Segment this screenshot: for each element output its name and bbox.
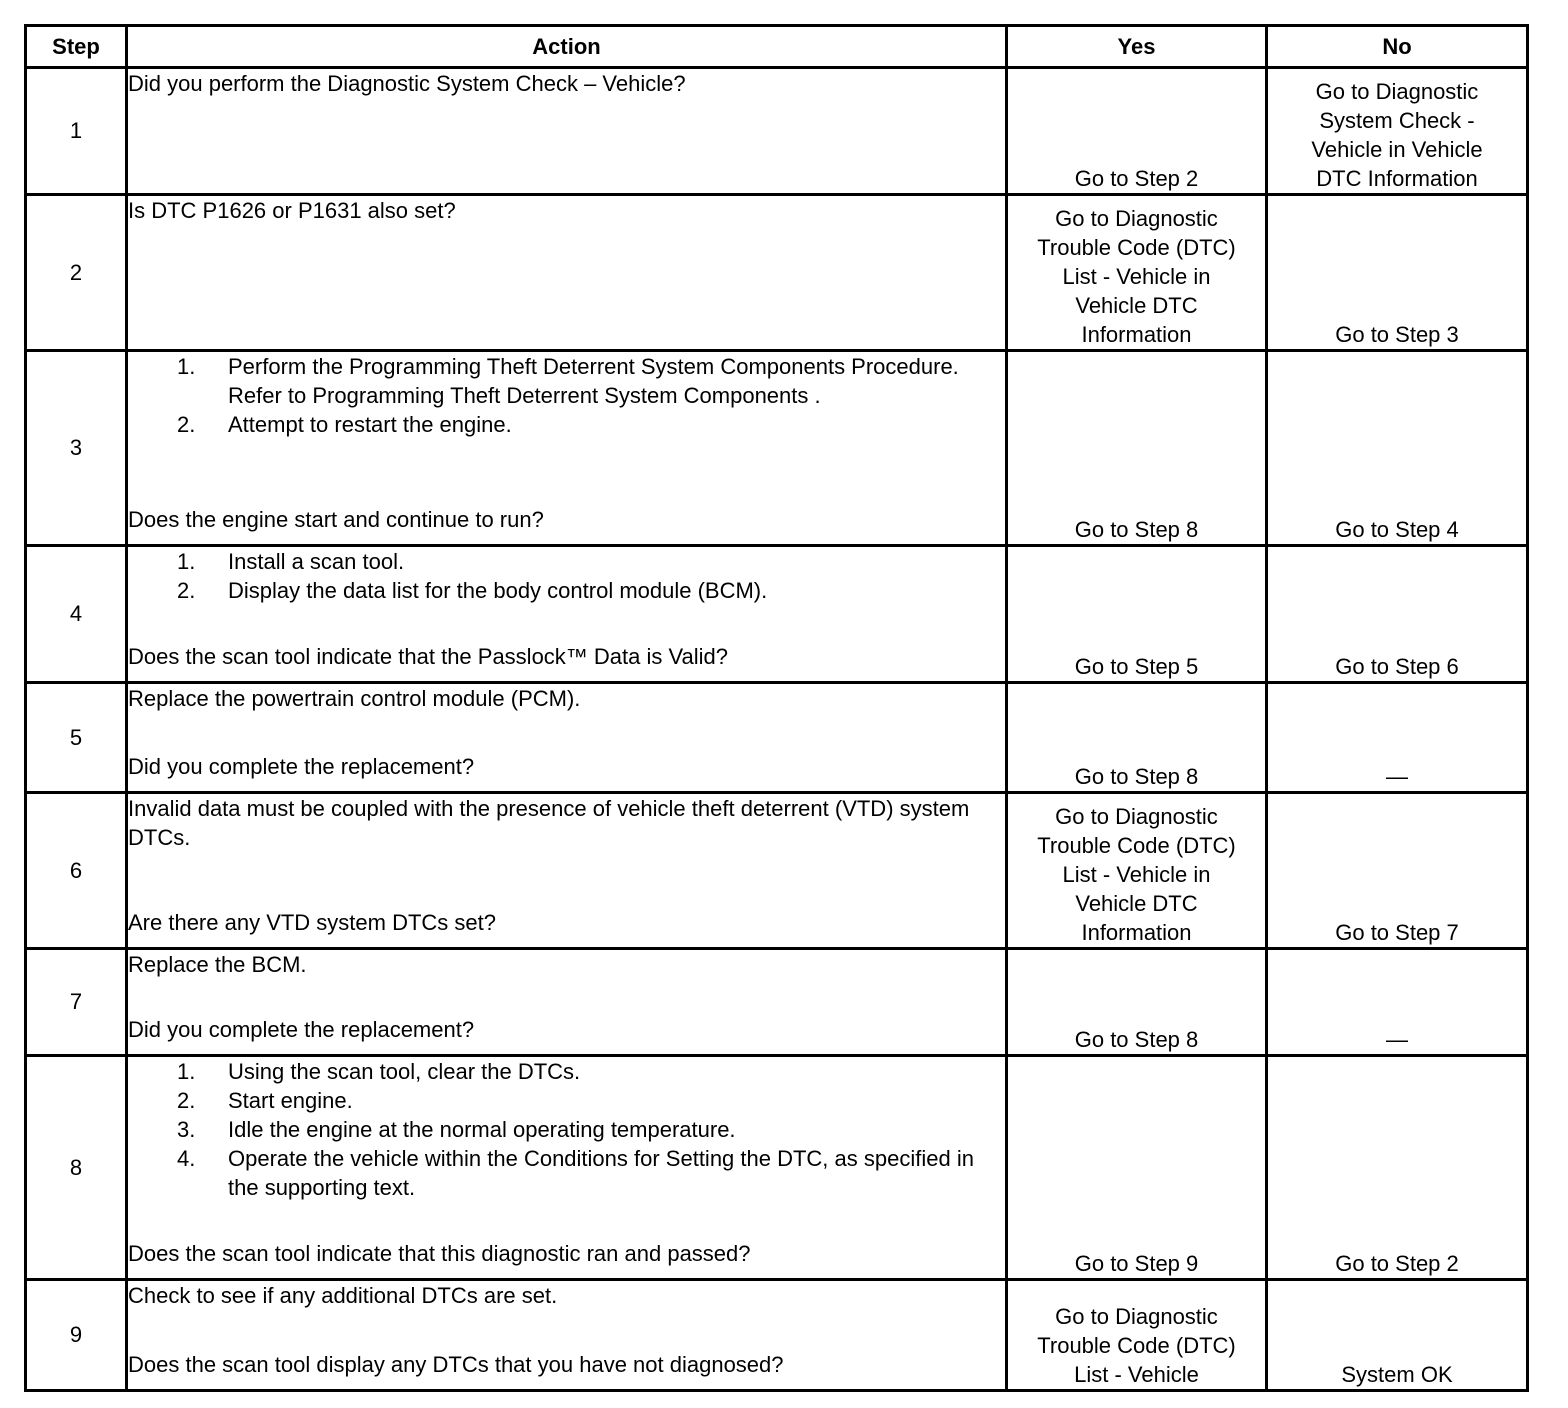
action-text: Replace the powertrain control module (PCM). bbox=[128, 686, 581, 711]
step-number: 1 bbox=[26, 68, 127, 195]
action-cell bbox=[127, 68, 1007, 195]
no-result-text: Go to Step 3 bbox=[1335, 322, 1459, 347]
list-item-text: Perform the Programming Theft Deterrent System Components Procedure. Refer to Programming Theft Deterrent System Components . bbox=[228, 354, 959, 408]
list-item-text: Operate the vehicle within the Conditions for Setting the DTC, as specified in the supporting text. bbox=[228, 1146, 974, 1200]
header-step: Step bbox=[26, 26, 127, 68]
list-item-text: Attempt to restart the engine. bbox=[228, 412, 512, 437]
header-action: Action bbox=[127, 26, 1007, 68]
no-result-text: Go to Step 2 bbox=[1335, 1251, 1459, 1276]
yes-result-text: Go to Diagnostic Trouble Code (DTC) List - Vehicle in Vehicle DTC Information bbox=[1037, 206, 1236, 347]
action-text: Did you perform the Diagnostic System Check – Vehicle? bbox=[128, 71, 686, 96]
list-item-number: 1. bbox=[177, 354, 196, 379]
action-cell bbox=[127, 546, 1007, 683]
list-item bbox=[177, 410, 1005, 439]
action-steps-list bbox=[128, 547, 1005, 605]
list-item-text: Using the scan tool, clear the DTCs. bbox=[228, 1059, 581, 1084]
action-cell bbox=[127, 1280, 1007, 1391]
step-number: 8 bbox=[26, 1056, 127, 1280]
action-question: Did you complete the replacement? bbox=[128, 1017, 475, 1042]
action-text: Is DTC P1626 or P1631 also set? bbox=[128, 198, 456, 223]
table-row bbox=[26, 546, 1528, 683]
yes-result bbox=[1007, 195, 1267, 351]
action-cell bbox=[127, 195, 1007, 351]
yes-result-text: Go to Step 9 bbox=[1074, 1251, 1199, 1276]
list-item bbox=[177, 1057, 1005, 1086]
action-question: Does the scan tool display any DTCs that you have not diagnosed? bbox=[128, 1352, 784, 1377]
no-result-text: Go to Step 6 bbox=[1335, 654, 1459, 679]
yes-result bbox=[1007, 546, 1267, 683]
action-steps-list bbox=[128, 1057, 1005, 1202]
no-result-text: Go to Diagnostic System Check - Vehicle in Vehicle DTC Information bbox=[1311, 79, 1483, 191]
yes-result-text: Go to Step 8 bbox=[1074, 764, 1199, 789]
step-number: 4 bbox=[26, 546, 127, 683]
list-item-number: 3. bbox=[177, 1117, 196, 1142]
diagnostic-table bbox=[24, 24, 1529, 1392]
action-question: Are there any VTD system DTCs set? bbox=[128, 910, 496, 935]
yes-result bbox=[1007, 793, 1267, 949]
action-question: Does the scan tool indicate that the Passlock™ Data is Valid? bbox=[128, 644, 729, 669]
no-result bbox=[1267, 793, 1528, 949]
no-result bbox=[1267, 351, 1528, 546]
yes-result bbox=[1007, 949, 1267, 1056]
yes-result bbox=[1007, 1280, 1267, 1391]
no-result bbox=[1267, 1280, 1528, 1391]
list-item-number: 1. bbox=[177, 549, 196, 574]
step-number: 6 bbox=[26, 793, 127, 949]
list-item-number: 1. bbox=[177, 1059, 196, 1084]
table-row bbox=[26, 1280, 1528, 1391]
step-number: 2 bbox=[26, 195, 127, 351]
action-cell bbox=[127, 1056, 1007, 1280]
no-result-text: — bbox=[1386, 1027, 1408, 1052]
list-item-text: Start engine. bbox=[228, 1088, 353, 1113]
action-cell bbox=[127, 949, 1007, 1056]
yes-result-text: Go to Step 8 bbox=[1074, 1027, 1199, 1052]
list-item-text: Display the data list for the body control module (BCM). bbox=[228, 578, 768, 603]
list-item bbox=[177, 547, 1005, 576]
yes-result-text: Go to Diagnostic Trouble Code (DTC) List - Vehicle bbox=[1037, 1304, 1236, 1387]
no-result bbox=[1267, 949, 1528, 1056]
yes-result-text: Go to Step 8 bbox=[1074, 517, 1199, 542]
no-result-text: System OK bbox=[1341, 1362, 1453, 1387]
header-yes: Yes bbox=[1007, 26, 1267, 68]
list-item bbox=[177, 1115, 1005, 1144]
no-result-text: Go to Step 4 bbox=[1335, 517, 1459, 542]
table-row bbox=[26, 351, 1528, 546]
action-question: Did you complete the replacement? bbox=[128, 754, 475, 779]
table-row bbox=[26, 683, 1528, 793]
yes-result bbox=[1007, 1056, 1267, 1280]
table-row bbox=[26, 195, 1528, 351]
yes-result-text: Go to Step 5 bbox=[1074, 654, 1199, 679]
action-question: Does the engine start and continue to run? bbox=[128, 507, 544, 532]
list-item-number: 2. bbox=[177, 1088, 196, 1113]
action-steps-list bbox=[128, 352, 1005, 439]
no-result-text: — bbox=[1386, 764, 1408, 789]
yes-result-text: Go to Step 2 bbox=[1074, 166, 1199, 191]
header-no: No bbox=[1267, 26, 1528, 68]
step-number: 5 bbox=[26, 683, 127, 793]
list-item-text: Install a scan tool. bbox=[228, 549, 405, 574]
table-row bbox=[26, 949, 1528, 1056]
list-item bbox=[177, 352, 1005, 410]
action-cell bbox=[127, 683, 1007, 793]
yes-result bbox=[1007, 351, 1267, 546]
yes-result-text: Go to Diagnostic Trouble Code (DTC) List - Vehicle in Vehicle DTC Information bbox=[1037, 804, 1236, 945]
action-text: Check to see if any additional DTCs are set. bbox=[128, 1283, 558, 1308]
header-row bbox=[26, 26, 1528, 68]
action-text: Replace the BCM. bbox=[128, 952, 307, 977]
list-item-number: 4. bbox=[177, 1146, 196, 1171]
table-row bbox=[26, 1056, 1528, 1280]
yes-result bbox=[1007, 68, 1267, 195]
action-cell bbox=[127, 793, 1007, 949]
no-result bbox=[1267, 68, 1528, 195]
action-cell bbox=[127, 351, 1007, 546]
no-result-text: Go to Step 7 bbox=[1335, 920, 1459, 945]
step-number: 3 bbox=[26, 351, 127, 546]
action-question: Does the scan tool indicate that this diagnostic ran and passed? bbox=[128, 1241, 751, 1266]
list-item-number: 2. bbox=[177, 412, 196, 437]
step-number: 9 bbox=[26, 1280, 127, 1391]
yes-result bbox=[1007, 683, 1267, 793]
list-item-number: 2. bbox=[177, 578, 196, 603]
list-item bbox=[177, 576, 1005, 605]
no-result bbox=[1267, 683, 1528, 793]
no-result bbox=[1267, 195, 1528, 351]
list-item bbox=[177, 1086, 1005, 1115]
step-number: 7 bbox=[26, 949, 127, 1056]
table-row bbox=[26, 793, 1528, 949]
no-result bbox=[1267, 546, 1528, 683]
list-item bbox=[177, 1144, 1005, 1202]
list-item-text: Idle the engine at the normal operating temperature. bbox=[228, 1117, 736, 1142]
table-row bbox=[26, 68, 1528, 195]
no-result bbox=[1267, 1056, 1528, 1280]
action-text: Invalid data must be coupled with the presence of vehicle theft deterrent (VTD) system DTCs. bbox=[128, 796, 976, 850]
